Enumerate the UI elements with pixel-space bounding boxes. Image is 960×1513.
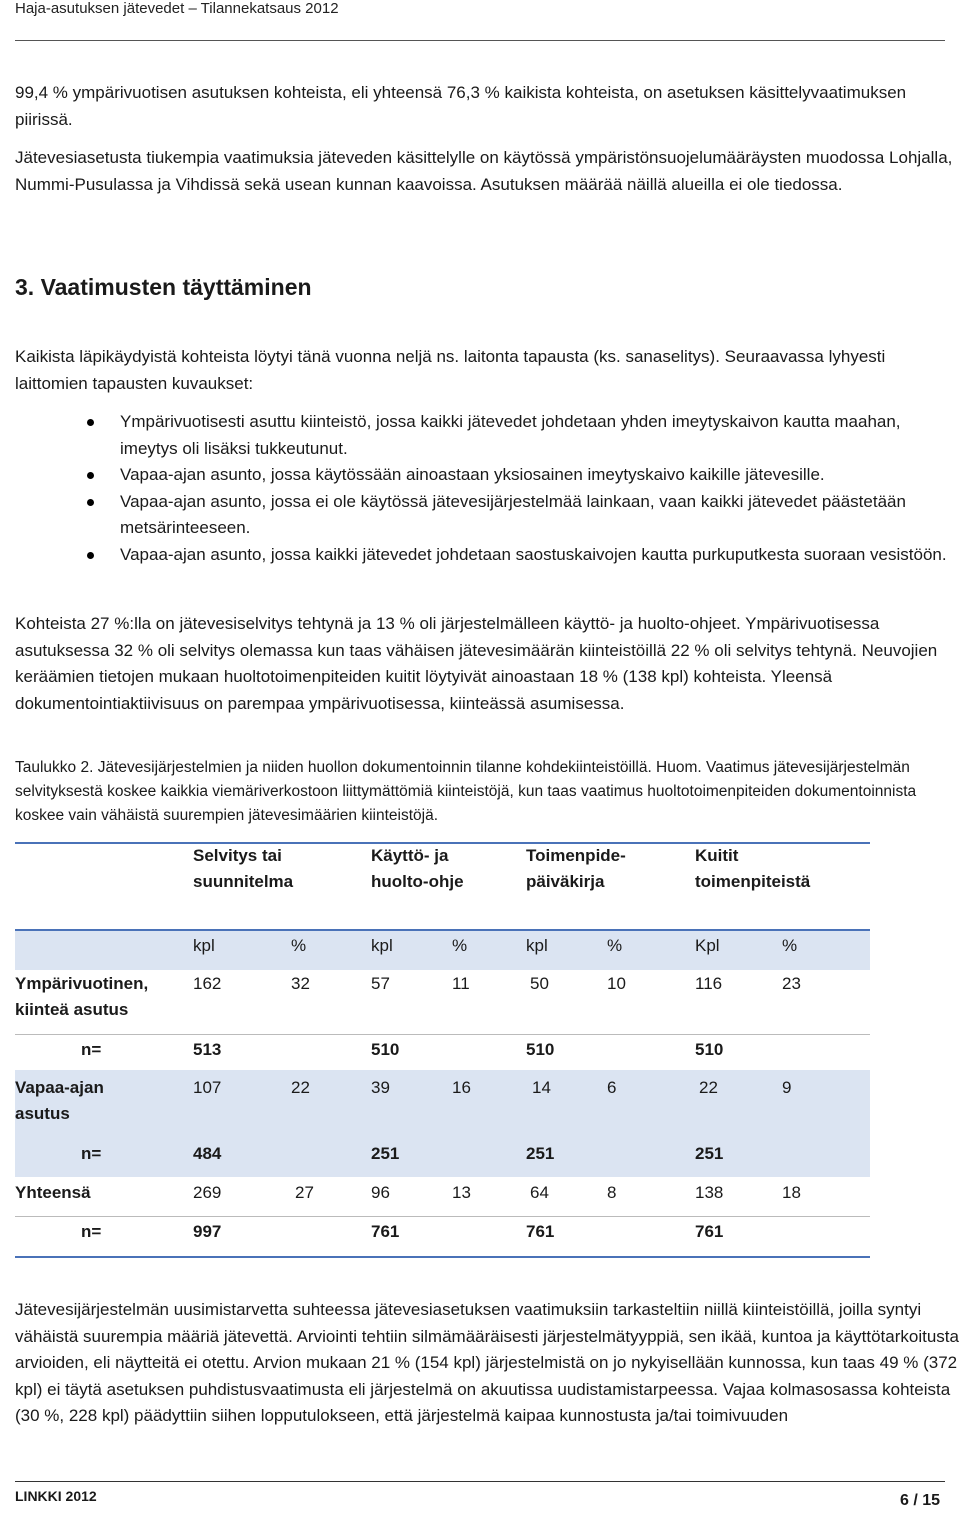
paragraph-documentation: Kohteista 27 %:lla on jätevesiselvitys tehtynä ja 13 % oli järjestelmälleen käyttö- ja huolto-ohjeet. Ympärivuotisessa asutuksessa 32 % oli selvitys olemassa kun taas vähäisen jätevesimäärän kiinteistöillä 22 % oli selvitys tehtynä. Neuvojien keräämien tietojen mukaan huoltotoimenpiteiden kuitit löytyivät ainoastaan 18 % (138 kpl) kohteista. Yleensä dokumentointiaktiivisuus on parempaa ympärivuotisessa, kiinteässä asumisessa. (15, 614, 938, 713)
unit-cell: % (782, 936, 798, 955)
header-title: Haja-asutuksen jätevedet – Tilannekatsaus 2012 (15, 0, 339, 17)
n-cell: 761 (526, 1222, 555, 1241)
footer-org: LINKKI 2012 (15, 1488, 97, 1504)
unit-cell: % (452, 936, 468, 955)
list-item: Vapaa-ajan asunto, jossa kaikki jätevedet johdetaan saostuskaivojen kautta purkuputkesta suoraan vesistöön. (0, 542, 960, 569)
table-cell: 138 (695, 1183, 724, 1202)
n-cell: 761 (371, 1222, 400, 1241)
list-item: Vapaa-ajan asunto, jossa käytössään ainoastaan yksiosainen imeytyskaivo kaikille jätevesille. (0, 462, 960, 489)
row-rule (15, 1034, 870, 1035)
table-cell: 14 (532, 1078, 551, 1097)
col-header-kuitit: Kuitit toimenpiteistä (695, 846, 811, 891)
n-cell: 761 (695, 1222, 724, 1241)
n-cell: 251 (371, 1144, 400, 1163)
page-number: 6 / 15 (899, 1492, 940, 1509)
n-cell: 510 (526, 1040, 555, 1059)
unit-cell: kpl (193, 936, 215, 955)
n-label: n= (81, 1222, 102, 1241)
n-cell: 513 (193, 1040, 222, 1059)
table-cell: 27 (295, 1183, 314, 1202)
n-cell: 510 (371, 1040, 400, 1059)
unit-cell: % (291, 936, 307, 955)
n-label: n= (81, 1040, 102, 1059)
table-cell: 22 (699, 1078, 718, 1097)
row-rule (15, 1216, 870, 1217)
unit-cell: Kpl (695, 936, 720, 955)
table-caption: Taulukko 2. Jätevesijärjestelmien ja niiden huollon dokumentoinnin tilanne kohdekiinteistöillä. Huom. Vaatimus jätevesijärjestelmän selvityksestä koskee kaikkia viemäriverkostoon liittymättömiä kiinteistöjä, kun taas vaatimus huoltotoimenpiteiden dokumentoinnista koskee vain vähäistä suurempien jätevesimäärien kiinteistöjä. (15, 759, 917, 824)
unit-cell: kpl (526, 936, 548, 955)
table-cell: 23 (782, 974, 801, 993)
col-header-selvitys: Selvitys tai suunnitelma (193, 846, 294, 891)
table-cell: 13 (452, 1183, 471, 1202)
n-cell: 251 (695, 1144, 724, 1163)
paragraph-coverage: 99,4 % ympärivuotisen asutuksen kohteista, eli yhteensä 76,3 % kaikista kohteista, on asetuksen käsittelyvaatimuksen piirissä. (15, 83, 907, 129)
col-header-kaytto: Käyttö- ja huolto-ohje (371, 846, 464, 891)
col-header-toimenpide: Toimenpide-päiväkirja (526, 846, 626, 891)
table-cell: 18 (782, 1183, 801, 1202)
page-header (15, 0, 945, 41)
units-row-band (15, 929, 870, 970)
row-label-vapaa-ajan: Vapaa-ajan asutus (15, 1078, 104, 1123)
paragraph-renewal-need: Jätevesijärjestelmän uusimistarvetta suhteessa jätevesiasetuksen vaatimuksiin tarkasteltiin niillä kiinteistöillä, joilla syntyi vähäistä suurempia määriä jätevettä. Arviointi tehtiin silmämääräisesti järjestelmätyyppiä, sen ikää, kuntoa ja käyttötarkoitusta arvioiden, eli näytteitä ei otettu. Arvion mukaan 21 % (154 kpl) järjestelmistä on jo nykyisellään kunnossa, kun taas 49 % (372 kpl) ei täytä asetuksen puhdistusvaatimusta eli järjestelmä on akuutissa uudistamistarpeessa. Vajaa kolmasosassa kohteista (30 %, 228 kpl) päädyttiin siihen lopputulokseen, että järjestelmä kaipaa kunnostusta ja/tai toimivuuden (15, 1300, 959, 1425)
n-cell: 997 (193, 1222, 222, 1241)
table-cell: 8 (607, 1183, 617, 1202)
table-cell: 22 (291, 1078, 310, 1097)
paragraph-regulations: Jätevesiasetusta tiukempia vaatimuksia jäteveden käsittelylle on käytössä ympäristönsuojelumääräysten muodossa Lohjalla, Nummi-Pusulassa ja Vihdissä sekä usean kunnan kaavoissa. Asutuksen määrää näillä alueilla ei ole tiedossa. (15, 148, 953, 194)
section-heading: 3. Vaatimusten täyttäminen (15, 274, 312, 300)
row-label-yhteensa: Yhteensä (15, 1183, 91, 1202)
table-cell: 50 (530, 974, 549, 993)
table-cell: 116 (695, 974, 723, 993)
paragraph-illegal-cases: Kaikista läpikäydyistä kohteista löytyi tänä vuonna neljä ns. laitonta tapausta (ks. sanaselitys). Seuraavassa lyhyesti laittomien tapausten kuvaukset: (15, 347, 886, 393)
table-cell: 64 (530, 1183, 549, 1202)
unit-cell: kpl (371, 936, 393, 955)
list-item: Vapaa-ajan asunto, jossa ei ole käytössä jätevesijärjestelmää lainkaan, vaan kaikki jätevedet päästetään metsärinteeseen. (0, 489, 960, 542)
table-cell: 39 (371, 1078, 390, 1097)
row-label-ymparivuotinen: Ympärivuotinen, kiinteä asutus (15, 974, 149, 1019)
table-cell: 269 (193, 1183, 222, 1202)
table-cell: 96 (371, 1183, 390, 1202)
units-rule (15, 929, 870, 931)
table-cell: 11 (452, 974, 470, 993)
n-cell: 251 (526, 1144, 555, 1163)
table-cell: 6 (607, 1078, 617, 1097)
illegal-cases-list (0, 409, 960, 568)
n-cell: 484 (193, 1144, 222, 1163)
table-cell: 32 (291, 974, 310, 993)
list-item: Ympärivuotisesti asuttu kiinteistö, jossa kaikki jätevedet johdetaan yhden imeytyskaivon kautta maahan, imeytys oli lisäksi tukkeutunut. (0, 409, 960, 462)
table-cell: 107 (193, 1078, 222, 1097)
n-label: n= (81, 1144, 102, 1163)
table-bottom-rule (15, 1256, 870, 1258)
n-cell: 510 (695, 1040, 724, 1059)
table-cell: 162 (193, 974, 222, 993)
table-cell: 10 (607, 974, 626, 993)
table-cell: 57 (371, 974, 390, 993)
table-cell: 16 (452, 1078, 471, 1097)
table-cell: 9 (782, 1078, 792, 1097)
unit-cell: % (607, 936, 623, 955)
footer-rule (15, 1481, 945, 1482)
